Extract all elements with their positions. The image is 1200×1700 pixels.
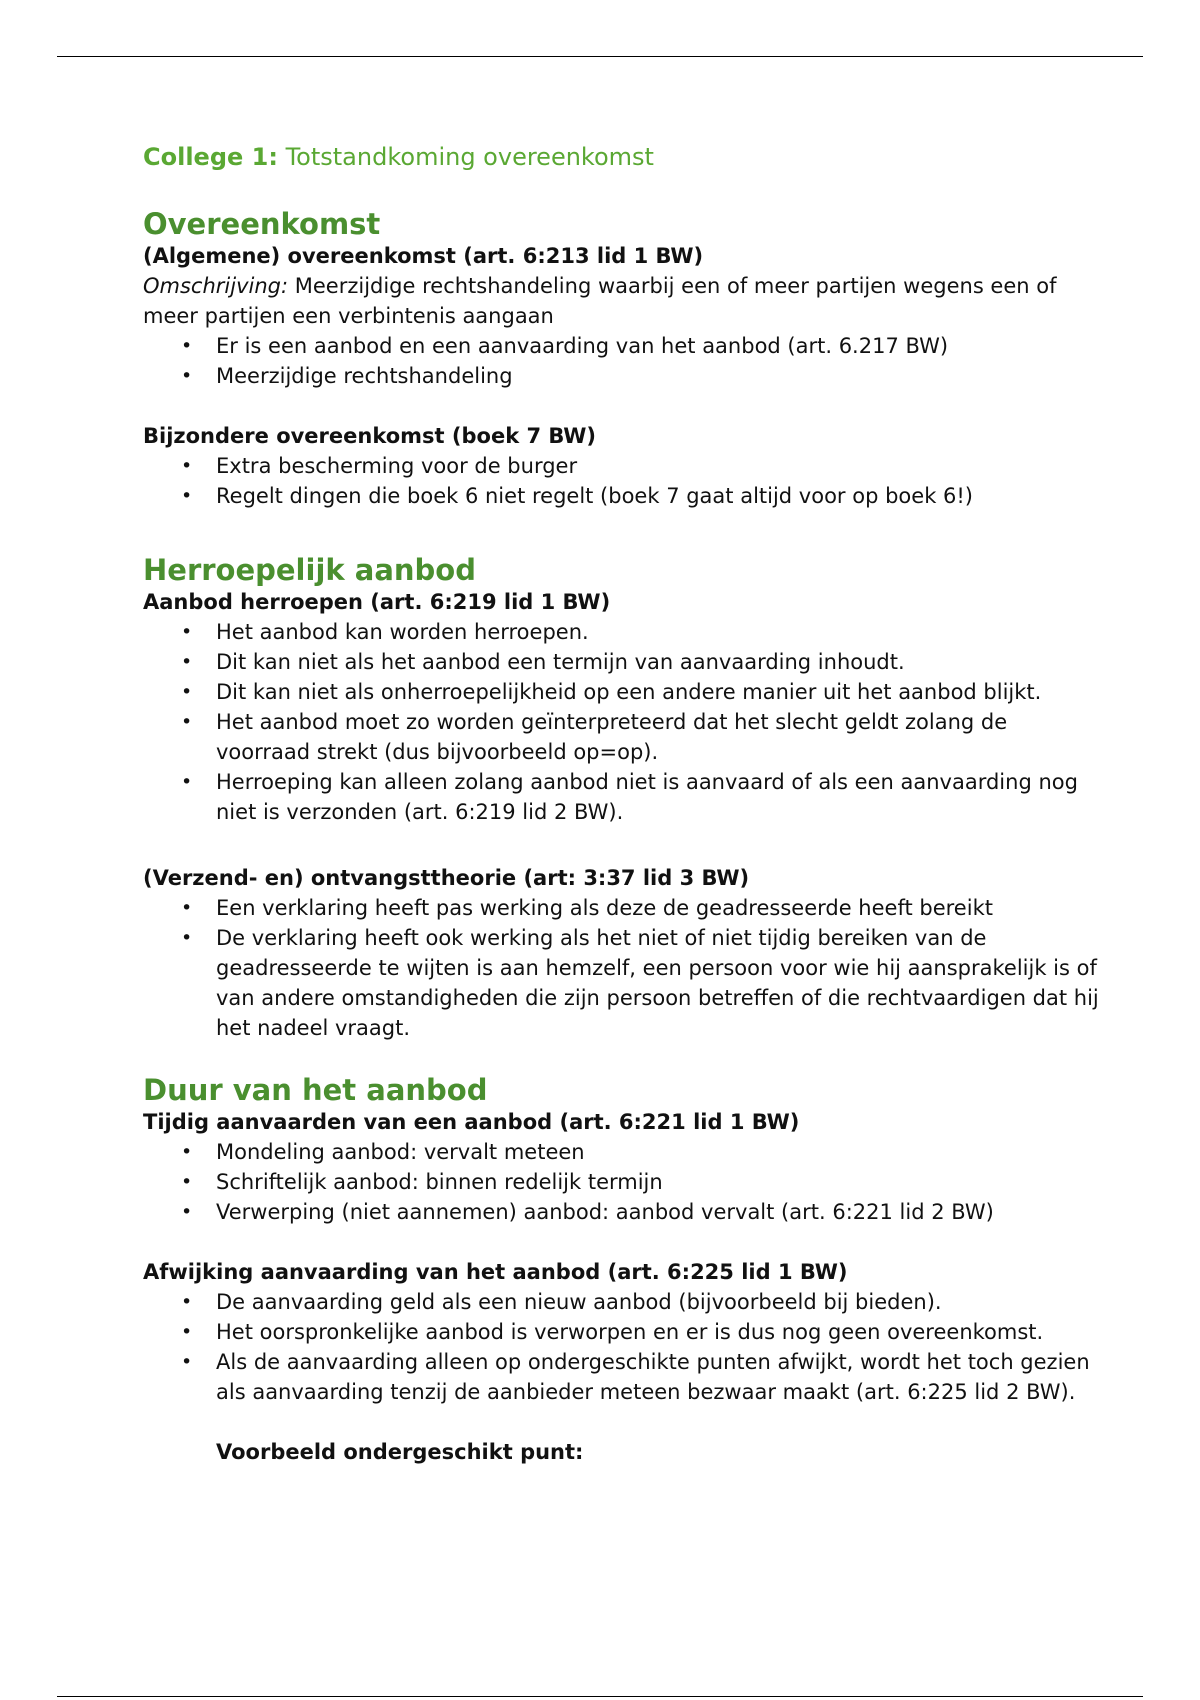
list-item: • Er is een aanbod en een aanvaarding van het aanbod (art. 6.217 BW) (216, 331, 1103, 361)
list-item: • Dit kan niet als het aanbod een termijn van aanvaarding inhoudt. (216, 647, 1103, 677)
bullet-list (143, 331, 1103, 391)
subheading-algemene-overeenkomst: (Algemene) overeenkomst (art. 6:213 lid 1 BW) (143, 244, 704, 268)
list-item: • Het aanbod kan worden herroepen. (216, 617, 1103, 647)
list-item: • Meerzijdige rechtshandeling (216, 361, 1103, 391)
subheading-bijzondere-overeenkomst: Bijzondere overeenkomst (boek 7 BW) (143, 424, 597, 448)
footer-rule (57, 1696, 1143, 1697)
section-heading-overeenkomst: Overeenkomst (143, 207, 381, 241)
list-item: • Het aanbod moet zo worden geïnterpreteerd dat het slecht geldt zolang de voorraad strekt (dus bijvoorbeeld op=op). (216, 707, 1103, 767)
section-heading-herroepelijk-aanbod: Herroepelijk aanbod (143, 553, 476, 587)
subheading-tijdig-aanvaarden: Tijdig aanvaarden van een aanbod (art. 6:221 lid 1 BW) (143, 1110, 800, 1134)
document-body (143, 142, 1103, 1467)
list-item: • Verwerping (niet aannemen) aanbod: aanbod vervalt (art. 6:221 lid 2 BW) (216, 1197, 1103, 1227)
bullet-list (143, 451, 1103, 511)
subheading-ontvangsttheorie: (Verzend- en) ontvangsttheorie (art: 3:37 lid 3 BW) (143, 866, 750, 890)
list-item: • Als de aanvaarding alleen op ondergeschikte punten afwijkt, wordt het toch gezien als aanvaarding tenzij de aanbieder meteen bezwaar maakt (art. 6:225 lid 2 BW). (216, 1347, 1103, 1407)
bullet-list (143, 1287, 1103, 1407)
college-title (143, 142, 1103, 172)
description-paragraph (143, 271, 1103, 331)
subheading-afwijking-aanvaarding: Afwijking aanvaarding van het aanbod (art. 6:225 lid 1 BW) (143, 1260, 848, 1284)
section-heading-duur-van-het-aanbod: Duur van het aanbod (143, 1073, 488, 1107)
list-item: • De aanvaarding geld als een nieuw aanbod (bijvoorbeeld bij bieden). (216, 1287, 1103, 1317)
bullet-list (143, 617, 1103, 827)
list-item: • Herroeping kan alleen zolang aanbod niet is aanvaard of als een aanvaarding nog niet is verzonden (art. 6:219 lid 2 BW). (216, 767, 1103, 827)
list-item: • Schriftelijk aanbod: binnen redelijk termijn (216, 1167, 1103, 1197)
subheading-aanbod-herroepen: Aanbod herroepen (art. 6:219 lid 1 BW) (143, 590, 611, 614)
list-item: • Een verklaring heeft pas werking als deze de geadresseerde heeft bereikt (216, 893, 1103, 923)
description-label: Omschrijving: (143, 274, 289, 298)
list-item: • Extra bescherming voor de burger (216, 451, 1103, 481)
college-label: College 1: (143, 143, 278, 171)
list-item: • Dit kan niet als onherroepelijkheid op een andere manier uit het aanbod blijkt. (216, 677, 1103, 707)
list-item: • Mondeling aanbod: vervalt meteen (216, 1137, 1103, 1167)
bullet-list (143, 893, 1103, 1043)
example-label: Voorbeeld ondergeschikt punt: (216, 1440, 584, 1464)
list-item: • De verklaring heeft ook werking als het niet of niet tijdig bereiken van de geadresseerde te wijten is aan hemzelf, een persoon voor wie hij aansprakelijk is of van andere omstandigheden die zijn persoon betreffen of die rechtvaardigen dat hij het nadeel vraagt. (216, 923, 1103, 1043)
header-rule (57, 56, 1143, 57)
description-text: Meerzijdige rechtshandeling waarbij een of meer partijen wegens een of meer partijen een verbintenis aangaan (143, 274, 1057, 328)
college-topic: Totstandkoming overeenkomst (285, 143, 654, 171)
list-item: • Regelt dingen die boek 6 niet regelt (boek 7 gaat altijd voor op boek 6!) (216, 481, 1103, 511)
list-item: • Het oorspronkelijke aanbod is verworpen en er is dus nog geen overeenkomst. (216, 1317, 1103, 1347)
bullet-list (143, 1137, 1103, 1227)
